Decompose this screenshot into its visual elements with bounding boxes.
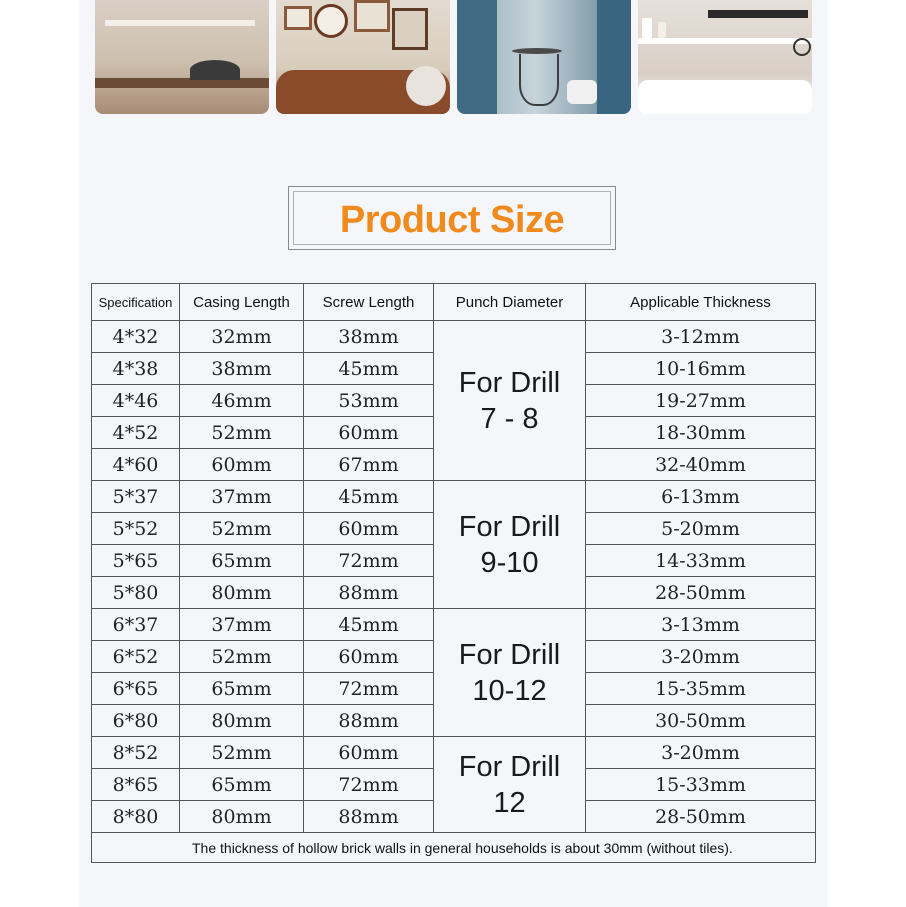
screw-length-cell: 45mm bbox=[304, 481, 434, 513]
punch-diameter-cell bbox=[434, 481, 586, 609]
drill-size: 10-12 bbox=[472, 674, 547, 707]
casing-length-cell: 46mm bbox=[180, 385, 304, 417]
spec-cell: 8*80 bbox=[92, 801, 180, 833]
table-row bbox=[92, 609, 816, 641]
casing-length-cell: 52mm bbox=[180, 513, 304, 545]
spec-cell: 5*37 bbox=[92, 481, 180, 513]
spec-cell: 4*60 bbox=[92, 449, 180, 481]
thickness-cell: 6-13mm bbox=[586, 481, 816, 513]
table-note-row bbox=[92, 833, 816, 863]
screw-length-cell: 60mm bbox=[304, 513, 434, 545]
spec-cell: 5*65 bbox=[92, 545, 180, 577]
casing-length-cell: 38mm bbox=[180, 353, 304, 385]
spec-cell: 6*37 bbox=[92, 609, 180, 641]
spec-cell: 8*52 bbox=[92, 737, 180, 769]
screw-length-cell: 72mm bbox=[304, 673, 434, 705]
screw-length-cell: 88mm bbox=[304, 705, 434, 737]
spec-cell: 4*38 bbox=[92, 353, 180, 385]
table-note: The thickness of hollow brick walls in general households is about 30mm (without tiles). bbox=[92, 833, 816, 863]
drill-label: For Drill bbox=[458, 366, 561, 399]
spec-cell: 6*80 bbox=[92, 705, 180, 737]
casing-length-cell: 52mm bbox=[180, 737, 304, 769]
gallery-wall-photo bbox=[276, 0, 450, 114]
screw-length-cell: 53mm bbox=[304, 385, 434, 417]
casing-length-cell: 37mm bbox=[180, 481, 304, 513]
spec-cell: 5*52 bbox=[92, 513, 180, 545]
casing-length-cell: 65mm bbox=[180, 769, 304, 801]
punch-diameter-cell bbox=[434, 321, 586, 481]
screw-length-cell: 67mm bbox=[304, 449, 434, 481]
header-applicable-thickness: Applicable Thickness bbox=[586, 284, 816, 321]
thickness-cell: 3-20mm bbox=[586, 641, 816, 673]
thickness-cell: 32-40mm bbox=[586, 449, 816, 481]
page-title: Product Size bbox=[339, 199, 565, 241]
spec-cell: 8*65 bbox=[92, 769, 180, 801]
thickness-cell: 3-13mm bbox=[586, 609, 816, 641]
casing-length-cell: 65mm bbox=[180, 545, 304, 577]
casing-length-cell: 52mm bbox=[180, 417, 304, 449]
drill-size: 12 bbox=[493, 786, 526, 819]
thickness-cell: 28-50mm bbox=[586, 801, 816, 833]
table-row bbox=[92, 737, 816, 769]
thickness-cell: 10-16mm bbox=[586, 353, 816, 385]
table-header-row bbox=[92, 284, 816, 321]
living-room-photo bbox=[95, 0, 269, 114]
drill-label: For Drill bbox=[458, 750, 561, 783]
screw-length-cell: 72mm bbox=[304, 545, 434, 577]
thickness-cell: 28-50mm bbox=[586, 577, 816, 609]
spec-cell: 4*46 bbox=[92, 385, 180, 417]
thickness-cell: 15-33mm bbox=[586, 769, 816, 801]
screw-length-cell: 72mm bbox=[304, 769, 434, 801]
spec-cell: 4*52 bbox=[92, 417, 180, 449]
thickness-cell: 3-20mm bbox=[586, 737, 816, 769]
screw-length-cell: 88mm bbox=[304, 577, 434, 609]
screw-length-cell: 60mm bbox=[304, 737, 434, 769]
header-specification: Specification bbox=[92, 284, 180, 321]
punch-diameter-cell bbox=[434, 609, 586, 737]
casing-length-cell: 60mm bbox=[180, 449, 304, 481]
thickness-cell: 15-35mm bbox=[586, 673, 816, 705]
spec-cell: 6*65 bbox=[92, 673, 180, 705]
screw-length-cell: 60mm bbox=[304, 417, 434, 449]
header-screw-length: Screw Length bbox=[304, 284, 434, 321]
thickness-cell: 18-30mm bbox=[586, 417, 816, 449]
screw-length-cell: 88mm bbox=[304, 801, 434, 833]
spec-cell: 4*32 bbox=[92, 321, 180, 353]
drill-label: For Drill bbox=[458, 510, 561, 543]
thickness-cell: 19-27mm bbox=[586, 385, 816, 417]
screw-length-cell: 45mm bbox=[304, 609, 434, 641]
casing-length-cell: 80mm bbox=[180, 801, 304, 833]
casing-length-cell: 37mm bbox=[180, 609, 304, 641]
casing-length-cell: 80mm bbox=[180, 577, 304, 609]
screw-length-cell: 60mm bbox=[304, 641, 434, 673]
casing-length-cell: 32mm bbox=[180, 321, 304, 353]
thickness-cell: 5-20mm bbox=[586, 513, 816, 545]
spec-cell: 6*52 bbox=[92, 641, 180, 673]
drill-size: 7 - 8 bbox=[480, 402, 539, 435]
header-punch-diameter: Punch Diameter bbox=[434, 284, 586, 321]
table-row bbox=[92, 481, 816, 513]
header-casing-length: Casing Length bbox=[180, 284, 304, 321]
screw-length-cell: 45mm bbox=[304, 353, 434, 385]
table-row bbox=[92, 321, 816, 353]
casing-length-cell: 80mm bbox=[180, 705, 304, 737]
floating-shelf-photo bbox=[638, 0, 812, 114]
product-size-table bbox=[91, 283, 816, 863]
casing-length-cell: 65mm bbox=[180, 673, 304, 705]
title-frame bbox=[288, 186, 616, 250]
thickness-cell: 30-50mm bbox=[586, 705, 816, 737]
spec-cell: 5*80 bbox=[92, 577, 180, 609]
screw-length-cell: 38mm bbox=[304, 321, 434, 353]
drill-size: 9-10 bbox=[480, 546, 539, 579]
thickness-cell: 14-33mm bbox=[586, 545, 816, 577]
curtain-room-photo bbox=[457, 0, 631, 114]
casing-length-cell: 52mm bbox=[180, 641, 304, 673]
drill-label: For Drill bbox=[458, 638, 561, 671]
punch-diameter-cell bbox=[434, 737, 586, 833]
thickness-cell: 3-12mm bbox=[586, 321, 816, 353]
